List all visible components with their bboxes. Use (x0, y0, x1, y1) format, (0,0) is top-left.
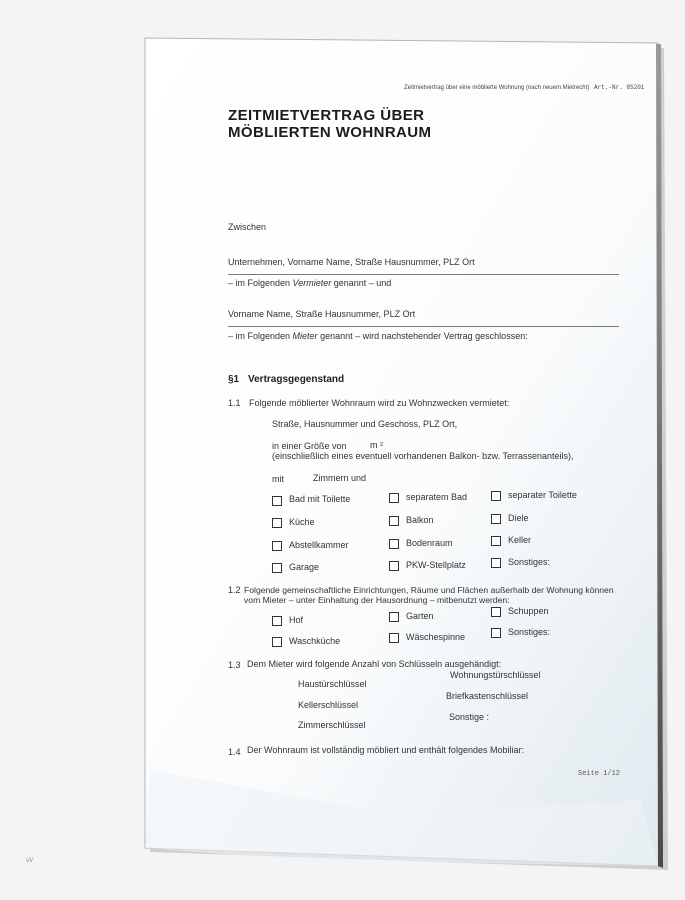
checkbox-separate-toilet[interactable] (491, 491, 501, 501)
clause-1-2-line1: Folgende gemeinschaftliche Einrichtungen, Räume und Flächen außerhalb der Wohnung können (244, 585, 614, 595)
checkbox-bath-with-toilet[interactable] (272, 496, 282, 506)
tenant-note (228, 331, 528, 342)
option-label: Garten (406, 611, 434, 621)
option-label: Waschküche (289, 636, 341, 646)
key-other: Sonstige : (449, 712, 490, 722)
size-note: (einschließlich eines eventuell vorhandenen Balkon- bzw. Terrassenanteils), (272, 451, 574, 461)
size-unit: m ² (370, 440, 383, 450)
option-label: Balkon (406, 515, 434, 525)
tenant-role: Mieter (292, 331, 318, 341)
key-mailbox: Briefkastenschlüssel (446, 691, 529, 701)
clause-1-4-number: 1.4 (228, 747, 241, 757)
option-label: Abstellkammer (289, 540, 349, 550)
section-number: §1 (228, 374, 240, 385)
page-number: Seite 1/12 (578, 770, 621, 778)
checkbox-yard[interactable] (272, 616, 282, 626)
checkbox-laundry-room[interactable] (272, 637, 282, 647)
checkbox-other-shared[interactable] (491, 628, 501, 638)
landlord-underline (228, 274, 619, 275)
clause-1-1-number: 1.1 (228, 398, 241, 408)
key-front-door: Haustürschlüssel (298, 679, 367, 689)
option-label: Garage (289, 562, 320, 572)
option-label: Hof (289, 615, 304, 625)
checkbox-separate-bath[interactable] (389, 493, 399, 503)
rental-address[interactable]: Straße, Hausnummer und Geschoss, PLZ Ort, (272, 419, 458, 429)
checkbox-cellar[interactable] (491, 536, 501, 546)
option-label: PKW-Stellplatz (406, 560, 466, 570)
checkbox-kitchen[interactable] (272, 518, 282, 528)
between-label: Zwischen (228, 222, 267, 232)
option-label: Bodenraum (406, 538, 453, 548)
running-header (404, 84, 644, 91)
option-label: separatem Bad (406, 492, 468, 502)
with-label: mit (272, 474, 284, 484)
option-label: Küche (289, 517, 315, 527)
document-title-line2: MÖBLIERTEN WOHNRAUM (228, 124, 432, 141)
checkbox-attic[interactable] (389, 539, 399, 549)
tenant-underline (228, 326, 619, 327)
option-label: Sonstiges: (508, 627, 551, 637)
landlord-role: Vermieter (292, 278, 332, 288)
option-label: separater Toilette (508, 490, 577, 500)
tenant-note-post: genannt – wird nachstehender Vertrag geschlossen: (317, 331, 528, 341)
checkbox-balcony[interactable] (389, 516, 399, 526)
checkbox-parking-space[interactable] (389, 561, 399, 571)
option-label: Diele (508, 513, 529, 523)
landlord-note-pre: – im Folgenden (228, 278, 293, 288)
key-room: Zimmerschlüssel (298, 720, 366, 730)
landlord-note-post: genannt – und (331, 278, 392, 288)
clause-1-2-number: 1.2 (228, 585, 241, 595)
checkbox-shed[interactable] (491, 607, 501, 617)
corner-mark: \/\/ (26, 858, 33, 864)
clause-1-2-line2: vom Mieter – unter Einhaltung der Hausordnung – mitbenutzt werden: (244, 595, 510, 605)
option-label: Keller (508, 535, 532, 545)
tenant-fields[interactable]: Vorname Name, Straße Hausnummer, PLZ Ort (228, 309, 416, 319)
checkbox-hallway[interactable] (491, 514, 501, 524)
article-number: Art.-Nr. 85201 (593, 84, 645, 91)
checkbox-storage-room[interactable] (272, 541, 282, 551)
checkbox-rotary-dryer[interactable] (389, 633, 399, 643)
clause-1-3-text: Dem Mieter wird folgende Anzahl von Schlüsseln ausgehändigt: (247, 659, 502, 669)
option-label: Schuppen (508, 606, 549, 616)
option-label: Bad mit Toilette (289, 494, 351, 504)
rooms-label: Zimmern und (313, 473, 367, 483)
clause-1-1-text: Folgende möblierter Wohnraum wird zu Wohnzwecken vermietet: (249, 398, 510, 408)
key-apartment-door: Wohnungstürschlüssel (450, 670, 541, 680)
size-label: in einer Größe von (272, 441, 347, 451)
checkbox-garage[interactable] (272, 563, 282, 573)
running-title: Zeitmietvertrag über eine möblierte Wohnung (nach neuem Mietrecht) (404, 85, 590, 91)
clause-1-3-number: 1.3 (228, 660, 241, 670)
checkbox-garden[interactable] (389, 612, 399, 622)
document-title-line1: ZEITMIETVERTRAG ÜBER (228, 107, 425, 124)
clause-1-4-text: Der Wohnraum ist vollständig möbliert und enthält folgendes Mobiliar: (247, 745, 524, 755)
section-title: Vertragsgegenstand (248, 374, 345, 385)
tenant-note-pre: – im Folgenden (228, 331, 293, 341)
key-cellar: Kellerschlüssel (298, 700, 359, 710)
option-label: Wäschespinne (406, 632, 466, 642)
option-label: Sonstiges: (508, 557, 551, 567)
checkbox-other[interactable] (491, 558, 501, 568)
landlord-note (228, 278, 391, 289)
landlord-fields[interactable]: Unternehmen, Vorname Name, Straße Hausnummer, PLZ Ort (228, 257, 475, 267)
